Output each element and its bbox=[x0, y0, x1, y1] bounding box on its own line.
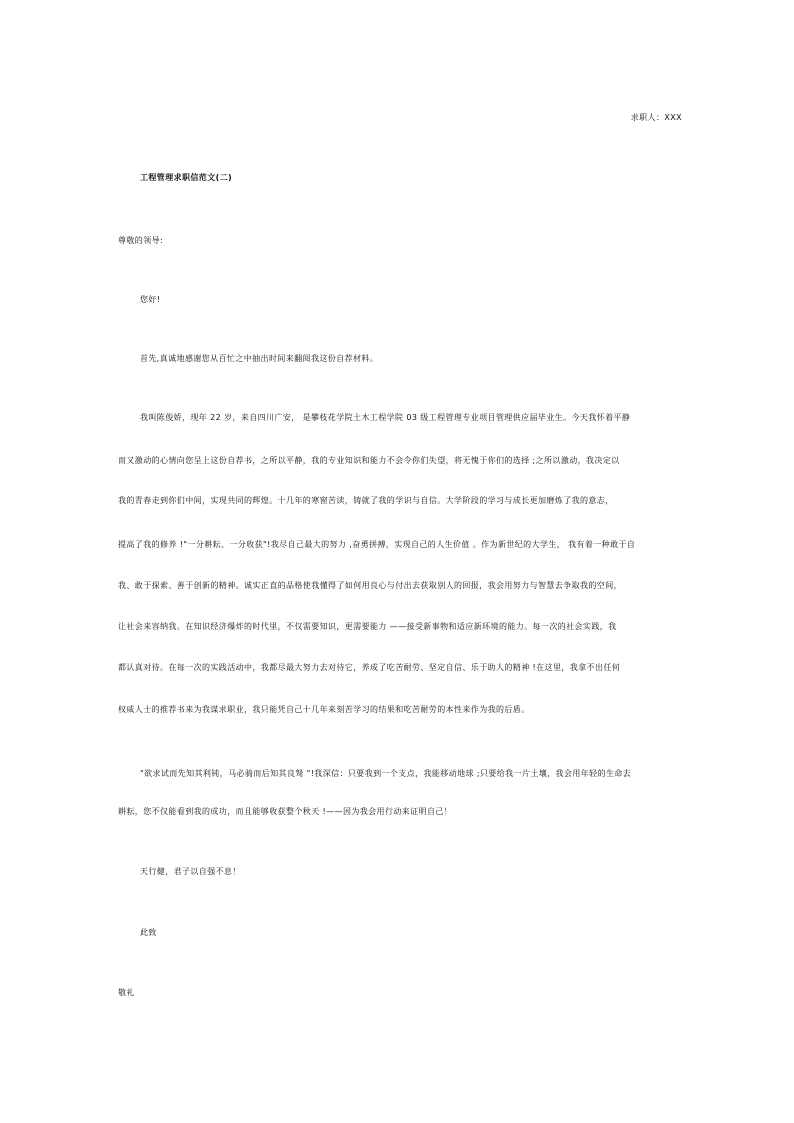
body-paragraph-line: 我、敢于探索、善于创新的精神。诚实正直的品格使我懂得了如何用良心与付出去获取别人的回报，我会用努力与智慧去争取我的空间， bbox=[118, 581, 622, 590]
body-paragraph-line: 都认真对待。在每一次的实践活动中，我都尽最大努力去对待它，养成了吃苦耐劳、坚定自信、乐于助人的精神 !在这里，我拿不出任何 bbox=[118, 663, 621, 672]
body-paragraph-line: 而又激动的心情向您呈上这份自荐书，之所以平静，我的专业知识和能力不会令你们失望，将无愧于你们的选择 ;之所以激动，我决定以 bbox=[118, 456, 620, 465]
body-paragraph-line: 我的青春走到你们中间，实现共同的辉煌。十几年的寒窗苦读，铸就了我的学识与自信。大学阶段的学习与成长更加磨炼了我的意志， bbox=[118, 496, 614, 505]
body-paragraph-line: 提高了我的修养 !"一分耕耘、一分收获"!我尽自己最大的努力 ,奋勇拼搏，实现自己的人生价值 。作为新世纪的大学生， 我有着一种敢于自 bbox=[118, 540, 636, 549]
motto-line: 天行健，君子以自强不息！ bbox=[140, 867, 241, 876]
greeting-hello: 您好! bbox=[140, 295, 161, 304]
signer-line: 求职人：XXX bbox=[630, 113, 682, 122]
closing-line: 此致 bbox=[140, 928, 157, 937]
body-paragraph-line: 权威人士的推荐书来为我谋求职业，我只能凭自己十几年来刻苦学习的结果和吃苦耐劳的本性来作为我的后盾。 bbox=[118, 705, 530, 714]
letter-title: 工程管理求职信范文(二) bbox=[140, 173, 233, 182]
motivation-paragraph-line: "欲求试而先知其利钝，马必骑而后知其良驽 "!我深信：只要我到一个支点，我能移动地球 ;只要给我一片土壤，我会用年轻的生命去 bbox=[140, 769, 632, 778]
intro-paragraph: 首先,真诚地感谢您从百忙之中抽出时间来翻阅我这份自荐材料。 bbox=[140, 354, 379, 363]
body-paragraph-line: 我叫陈俊娇，现年 22 岁，来自四川广安， 是攀枝花学院土木工程学院 03 级工程管理专业项目管理供应届毕业生。今天我怀着平静 bbox=[140, 413, 631, 422]
closing-salute: 敬礼 bbox=[118, 988, 135, 997]
salutation: 尊敬的领导: bbox=[118, 236, 164, 245]
motivation-paragraph-line: 耕耘，您不仅能看到我的成功，而且能够收获整个秋天 !——因为我会用行动来证明自己！ bbox=[118, 807, 453, 816]
body-paragraph-line: 让社会来容纳我。在知识经济爆炸的时代里，不仅需要知识，更需要能力 ——接受新事物和适应新环境的能力。每一次的社会实践，我 bbox=[118, 622, 617, 631]
